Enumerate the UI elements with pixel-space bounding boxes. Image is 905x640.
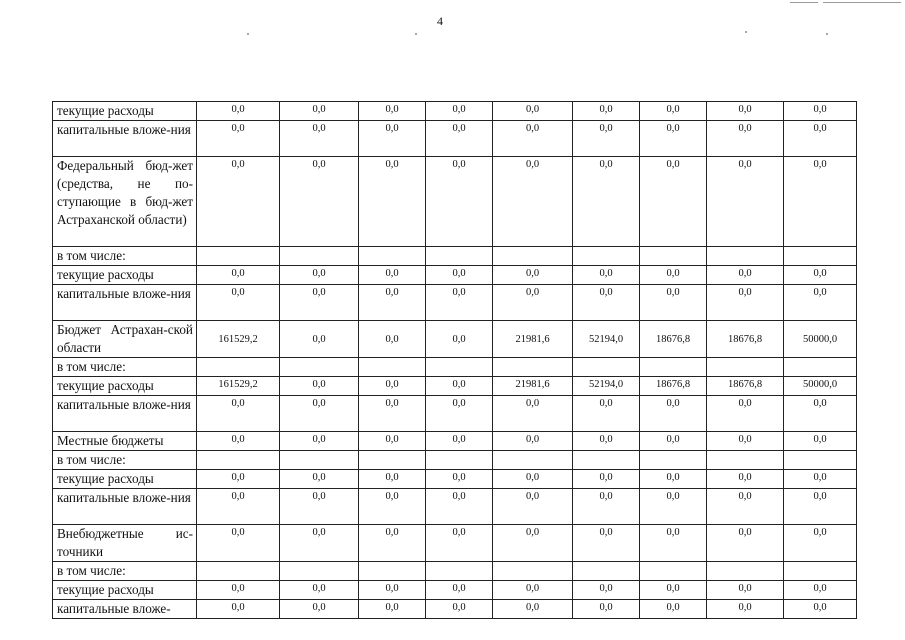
table-cell: 18676,8: [640, 321, 707, 358]
table-cell: 161529,2: [197, 377, 280, 396]
table-cell: 0,0: [197, 266, 280, 285]
table-row: [53, 432, 857, 451]
table-cell: 0,0: [707, 600, 784, 619]
table-cell: 0,0: [784, 396, 857, 432]
table-cell: 0,0: [640, 285, 707, 321]
table-row: [53, 525, 857, 562]
table-cell: 0,0: [426, 377, 493, 396]
table-cell: 0,0: [493, 102, 573, 121]
table-cell: [359, 562, 426, 581]
row-label: капитальные вложе-ния: [53, 121, 197, 157]
table-cell: 0,0: [426, 489, 493, 525]
table-cell: [707, 451, 784, 470]
table-cell: [426, 451, 493, 470]
table-row: [53, 377, 857, 396]
table-cell: 0,0: [640, 600, 707, 619]
table-cell: 0,0: [359, 525, 426, 562]
table-cell: 0,0: [707, 102, 784, 121]
table-cell: [280, 247, 359, 266]
table-cell: 0,0: [640, 470, 707, 489]
table-cell: [493, 358, 573, 377]
table-cell: [707, 562, 784, 581]
table-cell: 0,0: [707, 470, 784, 489]
table-cell: 0,0: [784, 432, 857, 451]
table-cell: 0,0: [359, 266, 426, 285]
table-cell: [359, 247, 426, 266]
table-row: [53, 266, 857, 285]
table-cell: [426, 358, 493, 377]
table-cell: 21981,6: [493, 377, 573, 396]
table-cell: 0,0: [493, 581, 573, 600]
table-row: [53, 600, 857, 619]
table-cell: [784, 358, 857, 377]
table-cell: 0,0: [426, 581, 493, 600]
table-cell: 0,0: [784, 525, 857, 562]
table-cell: 0,0: [784, 121, 857, 157]
row-label: капитальные вложе-: [53, 600, 197, 619]
table-cell: 0,0: [426, 525, 493, 562]
table-cell: 0,0: [197, 285, 280, 321]
table-cell: 0,0: [359, 432, 426, 451]
table-cell: 0,0: [359, 600, 426, 619]
row-label: в том числе:: [53, 247, 197, 266]
table-cell: 0,0: [197, 470, 280, 489]
table-cell: 0,0: [493, 266, 573, 285]
table-row: [53, 247, 857, 266]
page-number: 4: [437, 14, 443, 28]
table-cell: 0,0: [280, 102, 359, 121]
table-cell: 0,0: [784, 581, 857, 600]
table-cell: [197, 562, 280, 581]
table-cell: 0,0: [640, 489, 707, 525]
table-cell: 0,0: [359, 157, 426, 247]
row-label: текущие расходы: [53, 377, 197, 396]
table-cell: 0,0: [280, 396, 359, 432]
table-cell: 0,0: [426, 396, 493, 432]
table-cell: 0,0: [573, 102, 640, 121]
table-cell: 0,0: [573, 157, 640, 247]
table-cell: 18676,8: [707, 377, 784, 396]
table-cell: [640, 451, 707, 470]
table-cell: 0,0: [197, 102, 280, 121]
table-cell: 0,0: [426, 266, 493, 285]
table-cell: 0,0: [280, 600, 359, 619]
table-cell: 0,0: [359, 489, 426, 525]
table-cell: 0,0: [640, 432, 707, 451]
table-cell: 0,0: [707, 581, 784, 600]
table-cell: 0,0: [280, 489, 359, 525]
table-cell: 0,0: [573, 285, 640, 321]
table-cell: 0,0: [426, 470, 493, 489]
table-cell: [573, 247, 640, 266]
table-cell: 0,0: [280, 285, 359, 321]
table-cell: 0,0: [573, 489, 640, 525]
table-cell: 0,0: [359, 396, 426, 432]
table-cell: [640, 358, 707, 377]
row-label: капитальные вложе-ния: [53, 396, 197, 432]
table-row: [53, 121, 857, 157]
table-cell: 0,0: [493, 600, 573, 619]
table-cell: 0,0: [640, 102, 707, 121]
table-cell: 0,0: [426, 157, 493, 247]
table-cell: 0,0: [493, 396, 573, 432]
table-cell: 0,0: [493, 121, 573, 157]
row-label: текущие расходы: [53, 266, 197, 285]
table-cell: 0,0: [280, 581, 359, 600]
table-cell: 0,0: [707, 525, 784, 562]
table-cell: 0,0: [573, 470, 640, 489]
table-cell: 0,0: [426, 285, 493, 321]
table-cell: [707, 247, 784, 266]
table-cell: 50000,0: [784, 377, 857, 396]
row-label: в том числе:: [53, 451, 197, 470]
table-cell: 0,0: [359, 321, 426, 358]
table-cell: [359, 451, 426, 470]
table-cell: 0,0: [707, 157, 784, 247]
table-cell: 0,0: [280, 157, 359, 247]
table-cell: 0,0: [280, 321, 359, 358]
table-cell: 0,0: [280, 470, 359, 489]
scan-artifact: [415, 33, 417, 35]
table-cell: 0,0: [493, 432, 573, 451]
table-cell: [493, 562, 573, 581]
table-cell: 0,0: [197, 581, 280, 600]
table-cell: 0,0: [426, 121, 493, 157]
table-cell: [640, 247, 707, 266]
table-cell: [784, 247, 857, 266]
table-cell: 50000,0: [784, 321, 857, 358]
table-row: [53, 562, 857, 581]
table-cell: [197, 247, 280, 266]
table-cell: 21981,6: [493, 321, 573, 358]
table-row: [53, 470, 857, 489]
table-cell: [573, 562, 640, 581]
table-cell: [280, 562, 359, 581]
table-cell: 0,0: [707, 432, 784, 451]
table-cell: 0,0: [707, 396, 784, 432]
table-cell: [280, 358, 359, 377]
table-cell: 0,0: [426, 432, 493, 451]
table-cell: 0,0: [707, 285, 784, 321]
table-row: [53, 396, 857, 432]
table-cell: 0,0: [640, 266, 707, 285]
table-cell: 0,0: [197, 157, 280, 247]
table-cell: 0,0: [784, 102, 857, 121]
table-cell: 0,0: [280, 266, 359, 285]
table-cell: 0,0: [426, 600, 493, 619]
table-cell: 0,0: [197, 525, 280, 562]
row-label: капитальные вложе-ния: [53, 285, 197, 321]
row-label: текущие расходы: [53, 470, 197, 489]
scan-artifact: [247, 33, 249, 35]
table-cell: [493, 451, 573, 470]
row-label: Бюджет Астрахан-ской области: [53, 321, 197, 358]
table-cell: 0,0: [640, 396, 707, 432]
table-cell: 52194,0: [573, 321, 640, 358]
row-label: Федеральный бюд-жет (средства, не по-ступающие в бюд-жет Астраханской области): [53, 157, 197, 247]
table-cell: 0,0: [493, 470, 573, 489]
table-cell: 0,0: [493, 285, 573, 321]
table-cell: 0,0: [573, 432, 640, 451]
table-cell: [573, 358, 640, 377]
scan-artifact: [826, 33, 828, 35]
table-cell: 0,0: [573, 121, 640, 157]
table-cell: 0,0: [573, 525, 640, 562]
table-cell: 161529,2: [197, 321, 280, 358]
table-cell: 0,0: [784, 489, 857, 525]
table-cell: 0,0: [359, 121, 426, 157]
table-cell: 0,0: [359, 285, 426, 321]
table-cell: [426, 247, 493, 266]
table-cell: 0,0: [359, 377, 426, 396]
table-cell: 0,0: [197, 432, 280, 451]
table-cell: 0,0: [707, 121, 784, 157]
table-cell: 0,0: [573, 396, 640, 432]
table-row: [53, 285, 857, 321]
table-cell: 0,0: [359, 581, 426, 600]
row-label: текущие расходы: [53, 581, 197, 600]
table-cell: [426, 562, 493, 581]
financing-table: [52, 101, 857, 619]
table-row: [53, 489, 857, 525]
table-cell: [784, 562, 857, 581]
table-cell: 0,0: [640, 121, 707, 157]
table-row: [53, 102, 857, 121]
table-cell: 0,0: [197, 396, 280, 432]
table-cell: 0,0: [640, 525, 707, 562]
table-cell: 0,0: [426, 321, 493, 358]
table-cell: 0,0: [493, 489, 573, 525]
table-cell: 0,0: [197, 489, 280, 525]
table-cell: [280, 451, 359, 470]
table-cell: 0,0: [359, 102, 426, 121]
table-cell: [640, 562, 707, 581]
row-label: Местные бюджеты: [53, 432, 197, 451]
scan-artifact: [790, 2, 818, 3]
table-cell: 0,0: [493, 157, 573, 247]
table-cell: 0,0: [280, 121, 359, 157]
table-cell: 0,0: [784, 266, 857, 285]
row-label: капитальные вложе-ния: [53, 489, 197, 525]
table-row: [53, 321, 857, 358]
table-cell: 0,0: [707, 266, 784, 285]
table-cell: 0,0: [784, 470, 857, 489]
table-cell: 0,0: [197, 121, 280, 157]
table-cell: 0,0: [426, 102, 493, 121]
table-cell: 0,0: [280, 525, 359, 562]
table-row: [53, 451, 857, 470]
table-cell: 0,0: [640, 157, 707, 247]
table-cell: 0,0: [784, 600, 857, 619]
row-label: в том числе:: [53, 562, 197, 581]
table-cell: 0,0: [784, 157, 857, 247]
table-cell: 0,0: [784, 285, 857, 321]
table-cell: 0,0: [280, 377, 359, 396]
table-cell: 0,0: [573, 581, 640, 600]
table-cell: 0,0: [573, 600, 640, 619]
scan-artifact: [823, 2, 901, 3]
table-cell: 0,0: [640, 581, 707, 600]
table-cell: [573, 451, 640, 470]
table-cell: [707, 358, 784, 377]
table-cell: 0,0: [280, 432, 359, 451]
row-label: текущие расходы: [53, 102, 197, 121]
table-cell: [359, 358, 426, 377]
table-cell: [493, 247, 573, 266]
table-cell: 52194,0: [573, 377, 640, 396]
table-cell: [197, 451, 280, 470]
table-cell: [784, 451, 857, 470]
table-row: [53, 157, 857, 247]
row-label: в том числе:: [53, 358, 197, 377]
table-cell: [197, 358, 280, 377]
table-row: [53, 581, 857, 600]
table-row: [53, 358, 857, 377]
table-cell: 0,0: [707, 489, 784, 525]
scan-artifact: [745, 31, 747, 33]
table-cell: 0,0: [197, 600, 280, 619]
table-cell: 0,0: [359, 470, 426, 489]
table-cell: 0,0: [493, 525, 573, 562]
row-label: Внебюджетные ис-точники: [53, 525, 197, 562]
table-cell: 18676,8: [640, 377, 707, 396]
table-cell: 18676,8: [707, 321, 784, 358]
table-cell: 0,0: [573, 266, 640, 285]
